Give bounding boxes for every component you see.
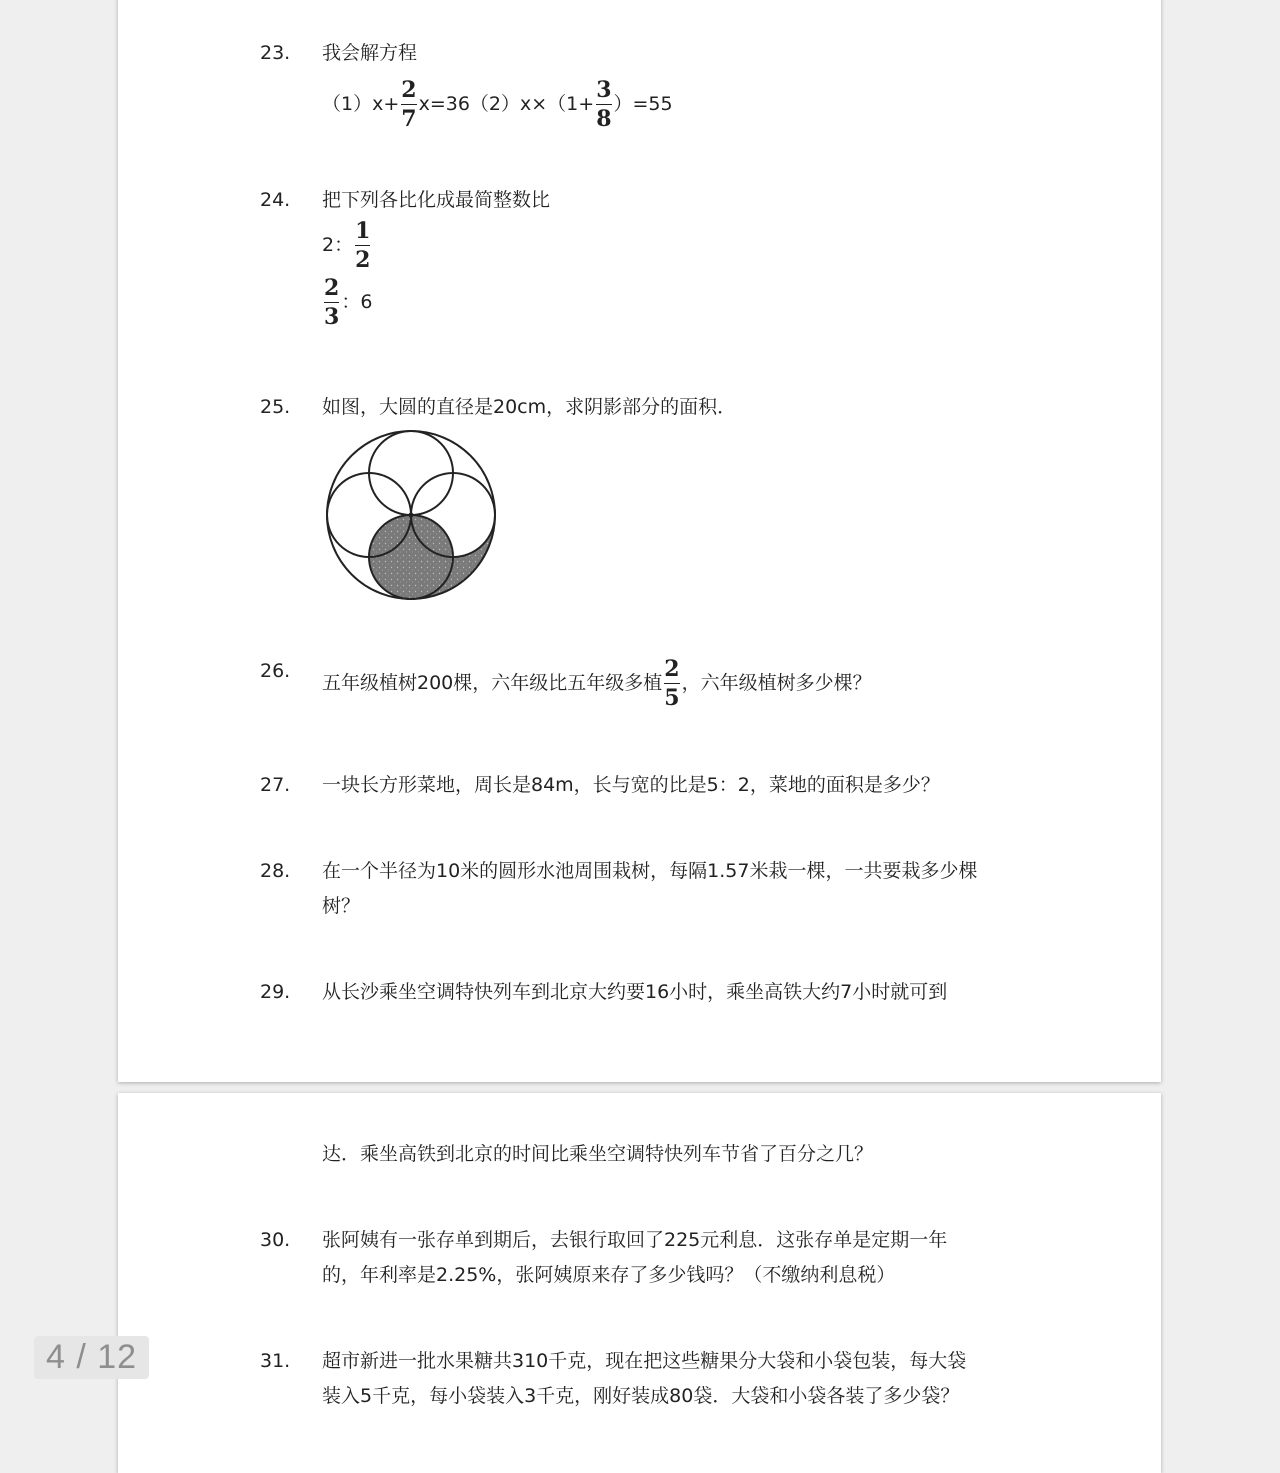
question-number: 26. (260, 660, 291, 682)
question-number: 30. (260, 1229, 291, 1251)
question-number: 25. (260, 396, 291, 418)
question-number: 28. (260, 860, 291, 882)
fraction: $\frac{2}{7}$ (401, 77, 417, 132)
fraction: $\frac{1}{2}$ (355, 218, 371, 273)
question-text-line-2: 树？ (322, 895, 361, 917)
question-number: 27. (260, 774, 291, 796)
fraction: $\frac{2}{3}$ (324, 275, 340, 330)
question-text-line-2: 达．乘坐高铁到北京的时间比乘坐空调特快列车节省了百分之几？ (322, 1143, 874, 1165)
small-circle-top (369, 431, 453, 515)
question-text-line-1: 超市新进一批水果糖共310千克，现在把这些糖果分大袋和小袋包装，每大袋 (322, 1350, 967, 1372)
question-number: 31. (260, 1350, 291, 1372)
document-page-4 (118, 0, 1161, 1082)
small-circle-right (411, 473, 495, 557)
question-text: 五年级植树200棵，六年级比五年级多植 $\frac{2}{5}$ ，六年级植树多少棵？ (322, 656, 872, 711)
small-circle-left (327, 473, 411, 557)
fraction: $\frac{3}{8}$ (596, 77, 612, 132)
question-text-line-1: 在一个半径为10米的圆形水池周围栽树，每隔1.57米栽一棵，一共要栽多少棵 (322, 860, 978, 882)
circle-figure (318, 428, 508, 608)
question-text-line-1: 张阿姨有一张存单到期后，去银行取回了225元利息．这张存单是定期一年 (322, 1229, 948, 1251)
page-counter: 4 / 12 (34, 1336, 149, 1379)
ratio-line-2: $\frac{2}{3}$ ：6 (324, 275, 373, 330)
question-title: 我会解方程 (322, 42, 418, 64)
question-text-line-1: 从长沙乘坐空调特快列车到北京大约要16小时，乘坐高铁大约7小时就可到 (322, 981, 948, 1003)
question-title: 把下列各比化成最简整数比 (322, 189, 551, 211)
question-text-line-2: 装入5千克，每小袋装入3千克，刚好装成80袋．大袋和小袋各装了多少袋？ (322, 1385, 960, 1407)
shaded-region (369, 515, 495, 599)
question-text-line-2: 的，年利率是2.25%，张阿姨原来存了多少钱吗？（不缴纳利息税） (322, 1264, 896, 1286)
question-number: 23. (260, 42, 291, 64)
question-text: 一块长方形菜地，周长是84m，长与宽的比是5：2，菜地的面积是多少？ (322, 774, 940, 796)
question-number: 24. (260, 189, 291, 211)
equation-line: （1）x+ $\frac{2}{7}$ x=36（2）x×（1+ $\frac{3}{8}$ ）=55 (322, 77, 673, 132)
fraction: $\frac{2}{5}$ (664, 656, 680, 711)
ratio-line-1: 2： $\frac{1}{2}$ (322, 218, 371, 273)
question-number: 29. (260, 981, 291, 1003)
document-page-5 (118, 1093, 1161, 1473)
question-text: 如图，大圆的直径是20cm，求阴影部分的面积． (322, 396, 737, 418)
